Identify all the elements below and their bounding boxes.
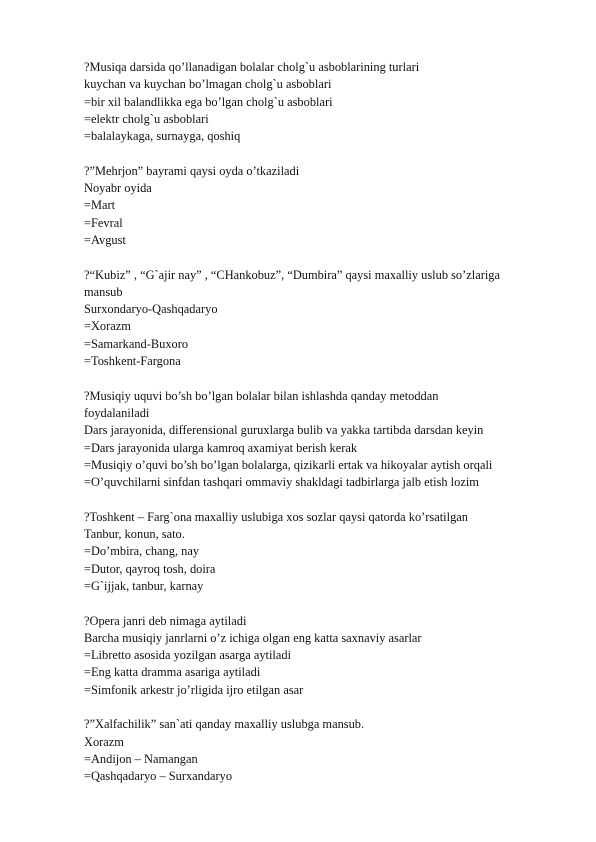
answer-option: =Andijon – Namangan — [84, 751, 198, 766]
question-text: ?Opera janri deb nimaga aytiladi — [84, 613, 247, 628]
question-text: ?”Xalfachilik” san`ati qanday maxalliy uslubga mansub. — [84, 717, 365, 732]
question-text: ?Musiqa darsida qo’llanadigan bolalar cholg`u asboblarining turlari — [84, 60, 420, 74]
question-text: ?Musiqiy uquvi bo’sh bo’lgan bolalar bilan ishlashda qanday metoddan foydalaniladi — [84, 388, 439, 420]
answer-option: =balalaykaga, surnayga, qoshiq — [84, 129, 241, 144]
answer-option: =Samarkand-Buxoro — [84, 336, 189, 351]
answer-option: =bir xil balandlikka ega bo’lgan cholg`u asboblari — [84, 94, 333, 109]
answer-option: =Musiqiy o’quvi bo’sh bo’lgan bolalarga, qizikarli ertak va hikoyalar aytish orqali — [84, 457, 493, 472]
correct-answer: Xorazm — [84, 734, 124, 749]
answer-option: =Fevral — [84, 215, 123, 230]
correct-answer: kuychan va kuychan bo’lmagan cholg`u asboblari — [84, 77, 332, 92]
correct-answer: Noyabr oyida — [84, 181, 152, 196]
question-block — [84, 716, 564, 785]
question-text: ?“Kubiz” , “G`ajir nay” , “CHankobuz”, “Dumbira” qaysi maxalliy uslub so’zlariga mansub — [84, 267, 500, 299]
answer-option: =Avgust — [84, 232, 126, 247]
question-block — [84, 267, 564, 371]
question-block — [84, 163, 564, 249]
correct-answer: Surxondaryo-Qashqadaryo — [84, 302, 218, 317]
answer-option: =Dars jarayonida ularga kamroq axamiyat berish kerak — [84, 440, 358, 455]
answer-option: =Eng katta dramma asariga aytiladi — [84, 665, 261, 680]
question-block — [84, 59, 564, 145]
answer-option: =Libretto asosida yozilgan asarga aytiladi — [84, 648, 292, 663]
answer-option: =Dutor, qayroq tosh, doira — [84, 561, 216, 576]
correct-answer: Barcha musiqiy janrlarni o’z ichiga olgan eng katta saxnaviy asarlar — [84, 630, 422, 645]
question-text: ?”Mehrjon” bayrami qaysi oyda o’tkaziladi — [84, 163, 300, 178]
answer-option: =Simfonik arkestr jo’rligida ijro etilgan asar — [84, 682, 304, 697]
question-block — [84, 388, 564, 492]
correct-answer: Dars jarayonida, differensional guruxlarga bulib va yakka tartibda darsdan keyin — [84, 423, 484, 438]
question-list — [84, 59, 564, 803]
answer-option: =Xorazm — [84, 319, 131, 334]
question-block — [84, 613, 564, 699]
answer-option: =O’quvchilarni sinfdan tashqari ommaviy shakldagi tadbirlarga jalb etish lozim — [84, 475, 479, 490]
answer-option: =Do’mbira, chang, nay — [84, 544, 200, 559]
answer-option: =Toshkent-Fargona — [84, 354, 181, 369]
answer-option: =Qashqadaryo – Surxandaryo — [84, 769, 233, 784]
question-block — [84, 509, 564, 595]
correct-answer: Tanbur, konun, sato. — [84, 527, 185, 542]
question-text: ?Toshkent – Farg`ona maxalliy uslubiga xos sozlar qaysi qatorda ko’rsatilgan — [84, 509, 468, 524]
answer-option: =Mart — [84, 198, 116, 213]
answer-option: =G`ijjak, tanbur, karnay — [84, 578, 204, 593]
answer-option: =elektr cholg`u asboblari — [84, 111, 209, 126]
